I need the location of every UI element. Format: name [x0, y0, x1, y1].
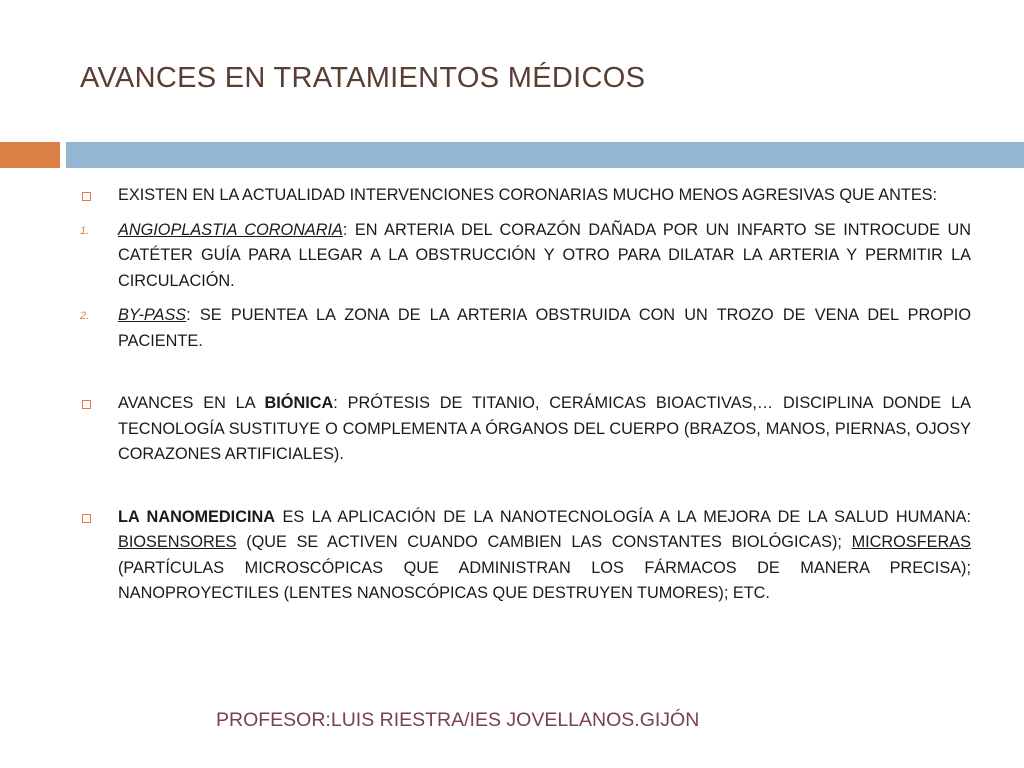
square-bullet-icon	[82, 400, 91, 409]
bullet-text-post: : PRÓTESIS DE TITANIO, CERÁMICAS BIOACTIVAS,… DISCIPLINA DONDE LA TECNOLOGÍA SUSTITUYE O COMPLEMENTA A ÓRGANOS DEL CUERPO (BRAZOS, MANOS, PIERNAS, OJOSY CORAZONES ARTIFICIALES).	[118, 394, 971, 463]
list-item-angioplastia	[78, 218, 971, 295]
slide-content	[78, 183, 971, 607]
list-number: 2.	[80, 310, 90, 322]
slide-title: AVANCES EN TRATAMIENTOS MÉDICOS	[80, 62, 646, 94]
list-number: 1.	[80, 224, 90, 237]
square-bullet-icon	[82, 192, 91, 201]
term-biosensores: BIOSENSORES	[118, 533, 237, 551]
term-angioplastia: ANGIOPLASTIA CORONARIA	[118, 220, 343, 239]
term-bionica: BIÓNICA	[264, 394, 334, 412]
bullet-text: (PARTÍCULAS MICROSCÓPICAS QUE ADMINISTRAN LOS FÁRMACOS DE MANERA PRECISA); NANOPROYECTILES (LENTES NANOSCÓPICAS QUE DESTRUYEN TUMORES); ETC.	[118, 558, 971, 602]
list-item-text: : SE PUENTEA LA ZONA DE LA ARTERIA OBSTRUIDA CON UN TROZO DE VENA DEL PROPIO PACIENTE.	[118, 306, 971, 350]
bullet-item-coronary	[78, 183, 971, 209]
bullet-text: ES LA APLICACIÓN DE LA NANOTECNOLOGÍA A LA MEJORA DE LA SALUD HUMANA:	[275, 507, 971, 526]
bullet-item-bionica	[78, 391, 971, 468]
term-microsferas: MICROSFERAS	[851, 533, 971, 551]
slide-footer: PROFESOR:LUIS RIESTRA/IES JOVELLANOS.GIJÓN	[216, 709, 700, 731]
square-bullet-icon	[82, 514, 91, 523]
accent-bar	[0, 142, 60, 168]
term-bypass: BY-PASS	[118, 306, 187, 324]
list-item-bypass	[78, 303, 971, 354]
bullet-text: EXISTEN EN LA ACTUALIDAD INTERVENCIONES CORONARIAS MUCHO MENOS AGRESIVAS QUE ANTES:	[118, 186, 938, 204]
list-item-text: : EN ARTERIA DEL CORAZÓN DAÑADA POR UN INFARTO SE INTROCUDE UN CATÉTER GUÍA PARA LLEGAR A LA OBSTRUCCIÓN Y OTRO PARA DILATAR LA ARTERIA Y PERMITIR LA CIRCULACIÓN.	[118, 220, 972, 290]
title-underline-bar	[66, 142, 1024, 168]
term-nanomedicina: LA NANOMEDICINA	[118, 507, 275, 526]
bullet-text: (QUE SE ACTIVEN CUANDO CAMBIEN LAS CONSTANTES BIOLÓGICAS);	[236, 533, 852, 551]
bullet-text-pre: AVANCES EN LA	[118, 394, 265, 412]
bullet-item-nanomedicina	[78, 505, 971, 607]
